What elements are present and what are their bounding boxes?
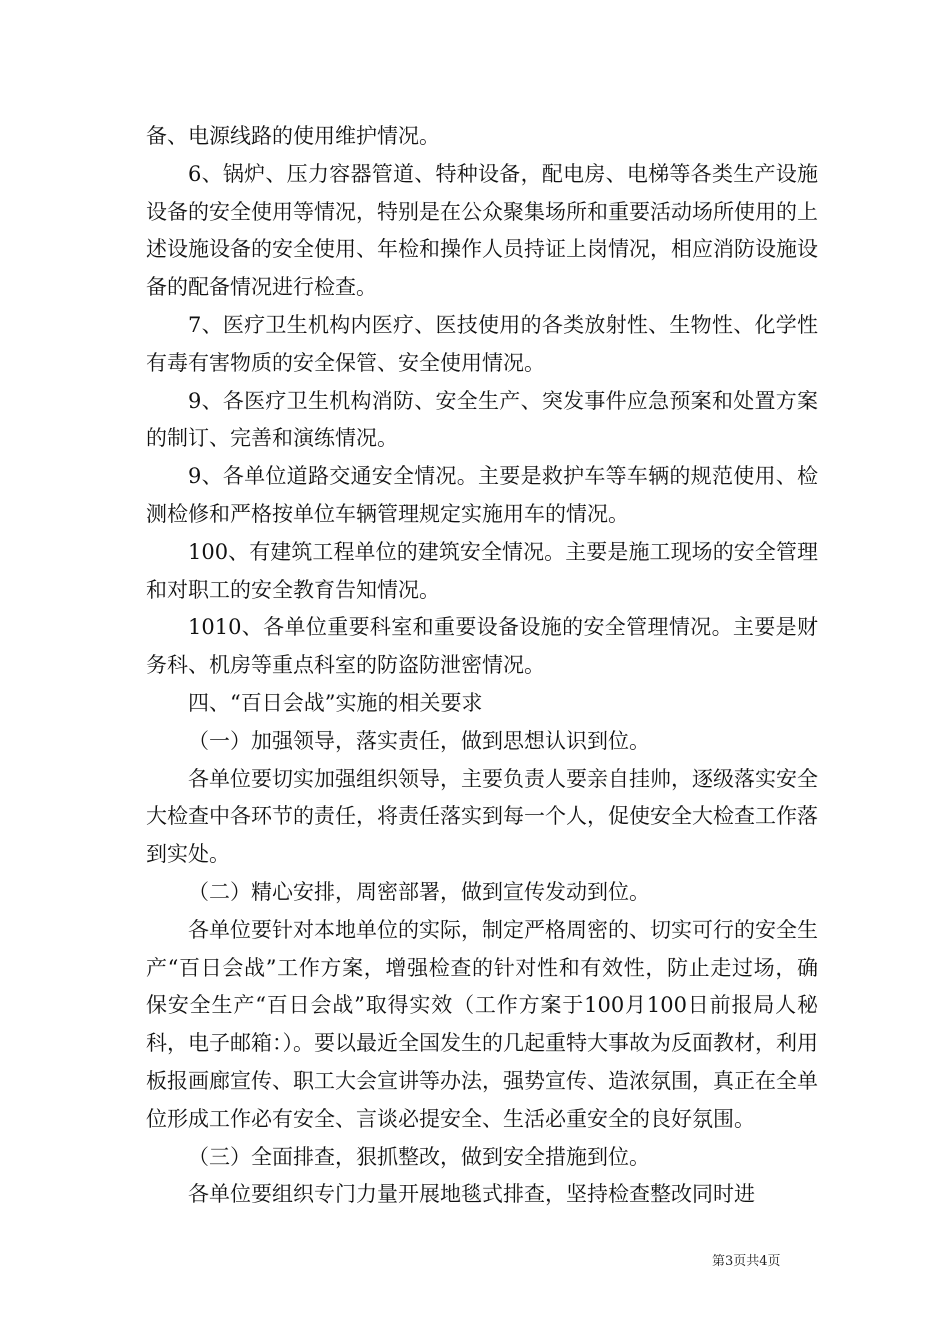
paragraph-9: 各单位要针对本地单位的实际，制定严格周密的、切实可行的安全生产“百日会战”工作方案，增强检查的针对性和有效性，防止走过场，确保安全生产“百日会战”取得实效（工作方案于100月100日前报局人秘科，电子邮箱：）。要以最近全国发生的几起重特大事故为反面教材，利用板报画廊宣传、职工大会宣讲等办法，强势宣传、造浓氛围，真正在全单位形成工作必有安全、言谈必提安全、生活必重安全的良好氛围。 — [146, 917, 818, 1131]
section-heading-4: 四、“百日会战”实施的相关要求 — [188, 690, 483, 715]
paragraph-10: 各单位要组织专门力量开展地毯式排查，坚持检查整改同时进 — [188, 1182, 755, 1207]
subheading-3: （三）全面排查，狠抓整改，做到安全措施到位。 — [188, 1144, 650, 1169]
paragraph-6: 100、有建筑工程单位的建筑安全情况。主要是施工现场的安全管理和对职工的安全教育告知情况。 — [146, 539, 818, 602]
paragraph-2: 6、锅炉、压力容器管道、特种设备，配电房、电梯等各类生产设施设备的安全使用等情况，特别是在公众聚集场所和重要活动场所使用的上述设施设备的安全使用、年检和操作人员持证上岗情况，相应消防设施设备的配备情况进行检查。 — [146, 161, 818, 300]
subheading-2: （二）精心安排，周密部署，做到宣传发动到位。 — [188, 879, 650, 904]
paragraph-3: 7、医疗卫生机构内医疗、医技使用的各类放射性、生物性、化学性有毒有害物质的安全保管、安全使用情况。 — [146, 312, 818, 375]
paragraph-4: 9、各医疗卫生机构消防、安全生产、突发事件应急预案和处置方案的制订、完善和演练情况。 — [146, 388, 818, 451]
paragraph-1: 备、电源线路的使用维护情况。 — [146, 124, 440, 148]
paragraph-5: 9、各单位道路交通安全情况。主要是救护车等车辆的规范使用、检测检修和严格按单位车辆管理规定实施用车的情况。 — [146, 464, 818, 526]
paragraph-8: 各单位要切实加强组织领导，主要负责人要亲自挂帅，逐级落实安全大检查中各环节的责任，将责任落实到每一个人，促使安全大检查工作落到实处。 — [146, 766, 818, 867]
page-number: 第3页共4页 — [712, 1254, 781, 1269]
paragraph-7: 1010、各单位重要科室和重要设备设施的安全管理情况。主要是财务科、机房等重点科室的防盗防泄密情况。 — [146, 615, 818, 678]
document-body — [146, 118, 818, 1214]
subheading-1: （一）加强领导，落实责任，做到思想认识到位。 — [188, 728, 650, 753]
